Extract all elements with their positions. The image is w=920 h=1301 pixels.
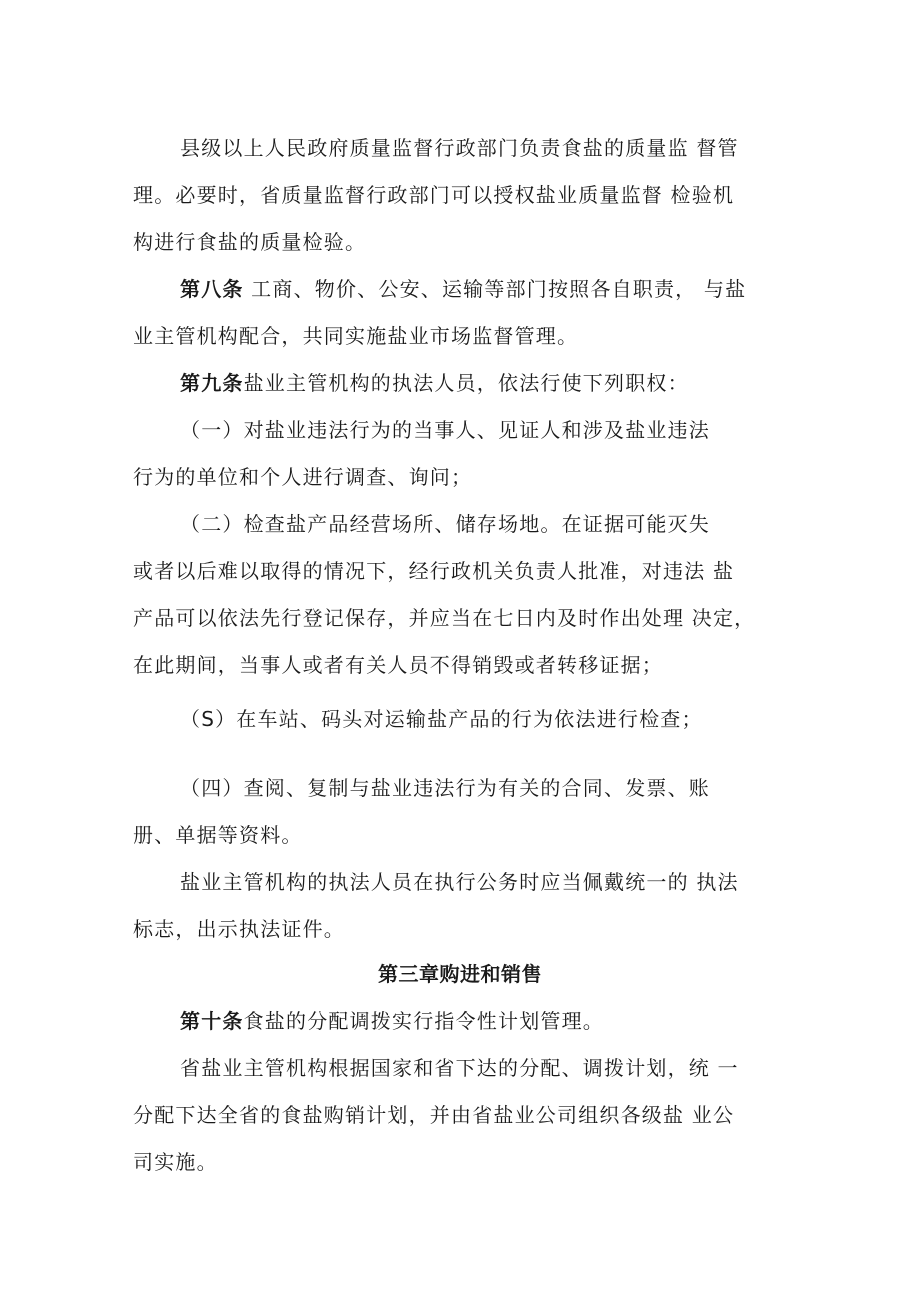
para-badge-line-2: 标志，出示执法证件。 [133,917,345,941]
article-10-line-1 [180,1009,604,1033]
article-8-title: 第八条 [180,277,244,301]
article-8-line-1 [180,277,746,301]
article-10-text: 食盐的分配调拨实行指令性计划管理。 [243,1009,605,1033]
item-2-line-1: （二）检查盐产品经营场所、储存场地。在证据可能灭失 [180,512,710,536]
para-quality-line-2: 理。必要时，省质量监督行政部门可以授权盐业质量监督 检验机 [133,183,735,207]
chapter-3-heading: 第三章购进和销售 [378,962,542,986]
article-9-title: 第九条 [180,371,244,395]
article-8-line-2: 业主管机构配合，共同实施盐业市场监督管理。 [133,324,579,348]
article-8-text: 工商、物价、公安、运输等部门按照各自职责， 与盐 [243,277,747,301]
para-badge-line-1: 盐业主管机构的执法人员在执行公务时应当佩戴统一的 执法 [180,870,739,894]
para-plan-line-2: 分配下达全省的食盐购销计划，并由省盐业公司组织各级盐 业公 [133,1103,735,1127]
para-plan-line-1: 省盐业主管机构根据国家和省下达的分配、调拨计划，统 一 [180,1056,739,1080]
para-quality-line-1: 县级以上人民政府质量监督行政部门负责食盐的质量监 督管 [180,136,739,160]
item-2-line-2: 或者以后难以取得的情况下，经行政机关负责人批准，对违法 盐 [133,559,735,583]
article-9-text: 盐业主管机构的执法人员，依法行使下列职权： [243,371,689,395]
item-3-line-1: （S）在车站、码头对运输盐产品的行为依法进行检查； [180,707,703,731]
article-9-line-1 [180,371,689,395]
para-plan-line-3: 司实施。 [133,1150,218,1174]
item-2-line-4: 在此期间，当事人或者有关人员不得销毁或者转移证据； [133,653,663,677]
para-quality-line-3: 构进行食盐的质量检验。 [133,230,367,254]
article-10-title: 第十条 [180,1009,244,1033]
item-1-line-1: （一）对盐业违法行为的当事人、见证人和涉及盐业违法 [180,418,710,442]
item-2-line-3: 产品可以依法先行登记保存，并应当在七日内及时作出处理 决定， [133,606,756,630]
item-1-line-2: 行为的单位和个人进行调查、询问； [133,465,473,489]
item-4-line-1: （四）查阅、复制与盐业违法行为有关的合同、发票、账 [180,776,710,800]
item-4-line-2: 册、单据等资料。 [133,823,303,847]
